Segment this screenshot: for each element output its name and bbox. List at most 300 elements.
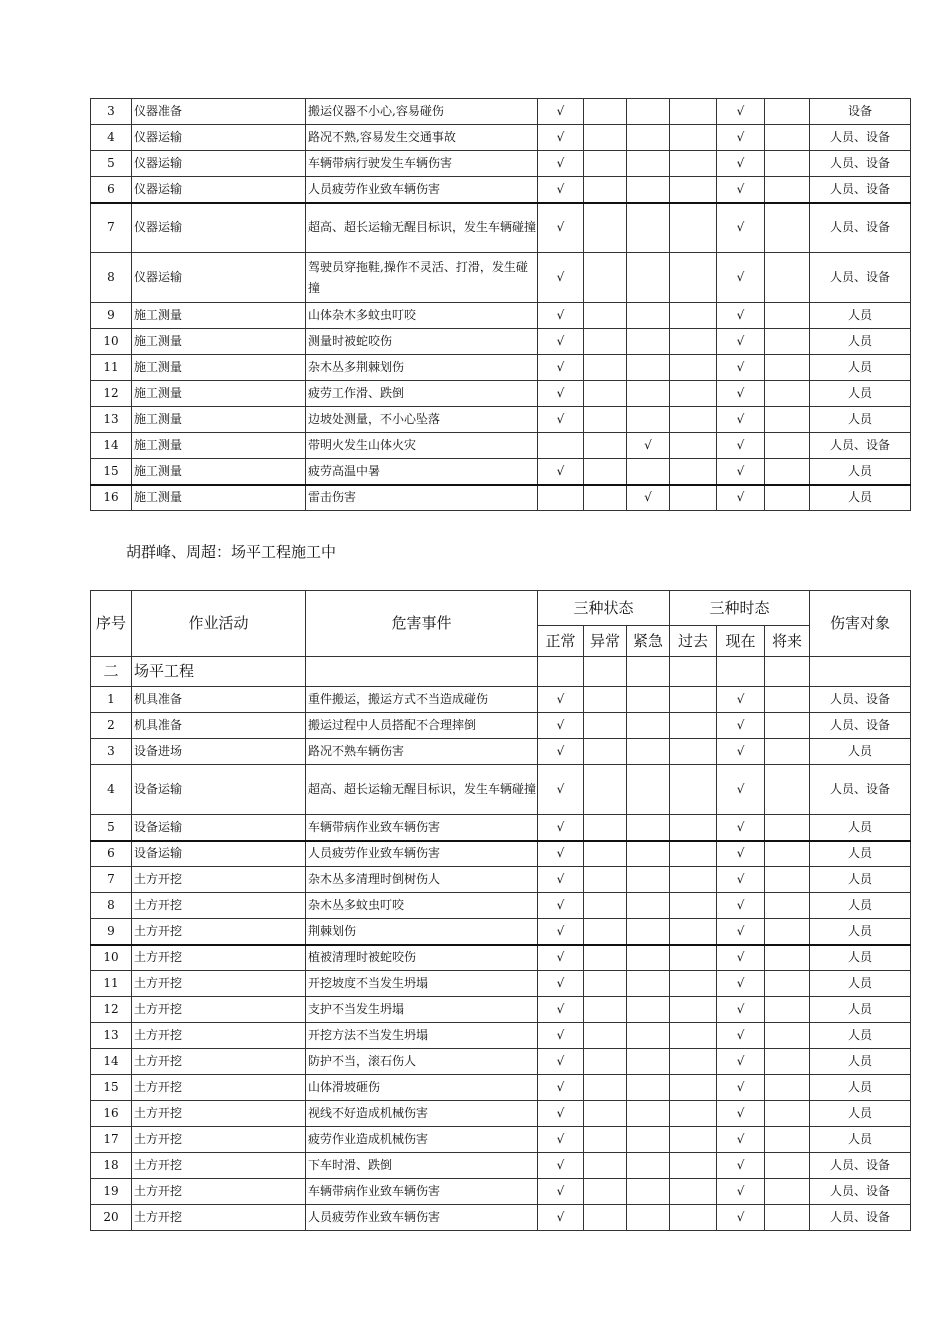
cell-present: √ xyxy=(717,1075,765,1101)
cell-hazard: 疲劳高温中暑 xyxy=(306,459,538,485)
cell-past xyxy=(670,303,717,329)
table-row xyxy=(91,841,911,867)
cell-normal: √ xyxy=(538,1023,584,1049)
cell-future xyxy=(765,945,810,971)
cell-present: √ xyxy=(717,713,765,739)
cell-past xyxy=(670,893,717,919)
cell-target: 人员、设备 xyxy=(810,1179,911,1205)
table-row xyxy=(91,1075,911,1101)
cell-present: √ xyxy=(717,1127,765,1153)
table-row xyxy=(91,919,911,945)
cell-no: 7 xyxy=(91,203,132,253)
cell-abnormal xyxy=(584,1127,627,1153)
cell-past xyxy=(670,433,717,459)
cell-future xyxy=(765,997,810,1023)
cell-no: 4 xyxy=(91,765,132,815)
cell-no: 4 xyxy=(91,125,132,151)
cell-activity: 机具准备 xyxy=(132,687,306,713)
cell-future xyxy=(765,407,810,433)
cell-hazard: 开挖坡度不当发生坍塌 xyxy=(306,971,538,997)
cell-no: 8 xyxy=(91,893,132,919)
cell-normal: √ xyxy=(538,1179,584,1205)
cell-target: 人员 xyxy=(810,303,911,329)
cell-past xyxy=(670,329,717,355)
cell-activity: 土方开挖 xyxy=(132,971,306,997)
cell-future xyxy=(765,919,810,945)
cell-past xyxy=(670,815,717,841)
cell-no: 3 xyxy=(91,739,132,765)
cell-hazard: 支护不当发生坍塌 xyxy=(306,997,538,1023)
cell-emergency xyxy=(627,177,670,203)
cell-emergency xyxy=(627,713,670,739)
cell-no: 5 xyxy=(91,815,132,841)
cell-normal: √ xyxy=(538,203,584,253)
cell-abnormal xyxy=(584,125,627,151)
cell-abnormal xyxy=(584,303,627,329)
cell-activity: 仪器运输 xyxy=(132,177,306,203)
cell-normal: √ xyxy=(538,1127,584,1153)
cell-hazard: 疲劳作业造成机械伤害 xyxy=(306,1127,538,1153)
cell-abnormal xyxy=(584,99,627,125)
cell-abnormal xyxy=(584,1179,627,1205)
cell-no: 2 xyxy=(91,713,132,739)
cell-activity: 仪器运输 xyxy=(132,203,306,253)
cell-present: √ xyxy=(717,1101,765,1127)
cell-target: 人员 xyxy=(810,355,911,381)
cell-hazard: 驾驶员穿拖鞋,操作不灵活、打滑，发生碰撞 xyxy=(306,253,538,303)
cell-normal: √ xyxy=(538,303,584,329)
cell-present: √ xyxy=(717,971,765,997)
cell-no: 12 xyxy=(91,997,132,1023)
cell-activity: 施工测量 xyxy=(132,329,306,355)
table-row xyxy=(91,303,911,329)
cell-no: 14 xyxy=(91,1049,132,1075)
cell-hazard: 路况不熟车辆伤害 xyxy=(306,739,538,765)
cell-normal: √ xyxy=(538,1101,584,1127)
cell-target: 人员、设备 xyxy=(810,203,911,253)
table-row xyxy=(91,1101,911,1127)
cell-abnormal xyxy=(584,919,627,945)
cell-target: 人员 xyxy=(810,739,911,765)
cell-activity: 机具准备 xyxy=(132,713,306,739)
header-future: 将来 xyxy=(765,626,810,657)
cell-emergency xyxy=(627,739,670,765)
cell-abnormal xyxy=(584,1049,627,1075)
cell-future xyxy=(765,203,810,253)
cell-activity: 土方开挖 xyxy=(132,1075,306,1101)
cell-activity: 土方开挖 xyxy=(132,1023,306,1049)
cell-no: 13 xyxy=(91,1023,132,1049)
table-row xyxy=(91,687,911,713)
table-row xyxy=(91,765,911,815)
cell-activity: 施工测量 xyxy=(132,407,306,433)
cell-future xyxy=(765,355,810,381)
cell-no: 6 xyxy=(91,841,132,867)
cell-present: √ xyxy=(717,687,765,713)
cell-hazard: 杂木丛多清理时倒树伤人 xyxy=(306,867,538,893)
cell-activity: 土方开挖 xyxy=(132,867,306,893)
cell-activity: 施工测量 xyxy=(132,485,306,511)
cell-present: √ xyxy=(717,355,765,381)
cell-target: 人员、设备 xyxy=(810,253,911,303)
cell-emergency xyxy=(627,997,670,1023)
cell-target: 人员 xyxy=(810,381,911,407)
cell-abnormal xyxy=(584,1023,627,1049)
cell-abnormal xyxy=(584,841,627,867)
cell-normal: √ xyxy=(538,329,584,355)
table-row xyxy=(91,945,911,971)
cell-abnormal xyxy=(584,203,627,253)
table-row xyxy=(91,1023,911,1049)
cell-hazard: 疲劳工作滑、跌倒 xyxy=(306,381,538,407)
cell-normal: √ xyxy=(538,971,584,997)
cell-past xyxy=(670,151,717,177)
cell-no: 15 xyxy=(91,459,132,485)
cell-present: √ xyxy=(717,765,765,815)
cell-emergency xyxy=(627,867,670,893)
cell-normal: √ xyxy=(538,1049,584,1075)
cell-present: √ xyxy=(717,1049,765,1075)
table-row xyxy=(91,125,911,151)
cell-past xyxy=(670,841,717,867)
cell-hazard: 植被清理时被蛇咬伤 xyxy=(306,945,538,971)
cell-hazard: 人员疲劳作业致车辆伤害 xyxy=(306,841,538,867)
cell-past xyxy=(670,485,717,511)
cell-present: √ xyxy=(717,177,765,203)
cell-normal: √ xyxy=(538,997,584,1023)
cell-future xyxy=(765,1153,810,1179)
cell-target: 人员 xyxy=(810,997,911,1023)
cell-no: 17 xyxy=(91,1127,132,1153)
cell-present: √ xyxy=(717,485,765,511)
cell-hazard: 杂木丛多蚊虫叮咬 xyxy=(306,893,538,919)
cell-activity: 施工测量 xyxy=(132,355,306,381)
cell-present: √ xyxy=(717,919,765,945)
cell-abnormal xyxy=(584,1101,627,1127)
cell-target: 人员、设备 xyxy=(810,687,911,713)
cell-abnormal xyxy=(584,739,627,765)
cell-past xyxy=(670,459,717,485)
cell-past xyxy=(670,1023,717,1049)
cell-present: √ xyxy=(717,893,765,919)
cell-activity: 土方开挖 xyxy=(132,1179,306,1205)
cell-past xyxy=(670,713,717,739)
cell-past xyxy=(670,1153,717,1179)
cell-normal: √ xyxy=(538,687,584,713)
cell-abnormal xyxy=(584,765,627,815)
section-row xyxy=(91,657,911,687)
table-row xyxy=(91,329,911,355)
cell-present: √ xyxy=(717,433,765,459)
cell-emergency xyxy=(627,971,670,997)
cell-abnormal xyxy=(584,893,627,919)
header-activity: 作业活动 xyxy=(132,591,306,657)
cell-present: √ xyxy=(717,381,765,407)
cell-present: √ xyxy=(717,841,765,867)
cell-no: 3 xyxy=(91,99,132,125)
cell-normal: √ xyxy=(538,765,584,815)
cell-activity: 土方开挖 xyxy=(132,1127,306,1153)
cell-normal: √ xyxy=(538,151,584,177)
cell-emergency xyxy=(627,1101,670,1127)
cell-no: 5 xyxy=(91,151,132,177)
cell-abnormal xyxy=(584,407,627,433)
cell-emergency xyxy=(627,945,670,971)
hazard-table-continued xyxy=(90,98,911,511)
table-row xyxy=(91,971,911,997)
cell-past xyxy=(670,971,717,997)
table-row xyxy=(91,1205,911,1231)
cell-present: √ xyxy=(717,815,765,841)
cell-target: 人员 xyxy=(810,1075,911,1101)
header-states: 三种状态 xyxy=(538,591,670,626)
cell-future xyxy=(765,867,810,893)
cell-future xyxy=(765,381,810,407)
cell-normal: √ xyxy=(538,125,584,151)
table-row xyxy=(91,253,911,303)
cell-past xyxy=(670,177,717,203)
cell-hazard: 重件搬运，搬运方式不当造成碰伤 xyxy=(306,687,538,713)
table-row xyxy=(91,433,911,459)
cell-present: √ xyxy=(717,867,765,893)
cell-normal: √ xyxy=(538,815,584,841)
cell-no: 7 xyxy=(91,867,132,893)
cell-past xyxy=(670,1127,717,1153)
cell-present: √ xyxy=(717,99,765,125)
cell-abnormal xyxy=(584,355,627,381)
cell-emergency xyxy=(627,1023,670,1049)
cell-future xyxy=(765,485,810,511)
cell-abnormal xyxy=(584,485,627,511)
cell-past xyxy=(670,1049,717,1075)
cell-emergency xyxy=(627,1075,670,1101)
cell-future xyxy=(765,151,810,177)
header-hazard: 危害事件 xyxy=(306,591,538,657)
cell-no: 1 xyxy=(91,687,132,713)
cell-emergency xyxy=(627,203,670,253)
cell-hazard: 山体滑坡砸伤 xyxy=(306,1075,538,1101)
cell-no: 13 xyxy=(91,407,132,433)
cell-activity: 设备运输 xyxy=(132,841,306,867)
table-row xyxy=(91,459,911,485)
cell-future xyxy=(765,1023,810,1049)
cell-emergency: √ xyxy=(627,485,670,511)
cell-target: 人员 xyxy=(810,329,911,355)
cell-past xyxy=(670,765,717,815)
cell-hazard: 车辆带病行驶发生车辆伤害 xyxy=(306,151,538,177)
table-row xyxy=(91,381,911,407)
cell-abnormal xyxy=(584,151,627,177)
table-row xyxy=(91,1153,911,1179)
cell-target: 人员、设备 xyxy=(810,125,911,151)
cell-activity: 仪器运输 xyxy=(132,253,306,303)
cell-past xyxy=(670,381,717,407)
cell-abnormal xyxy=(584,971,627,997)
cell-hazard: 杂木丛多荆棘划伤 xyxy=(306,355,538,381)
cell-emergency xyxy=(627,125,670,151)
cell-future xyxy=(765,713,810,739)
cell-future xyxy=(765,687,810,713)
cell-future xyxy=(765,971,810,997)
cell-target: 人员、设备 xyxy=(810,433,911,459)
cell-abnormal xyxy=(584,433,627,459)
cell-emergency: √ xyxy=(627,433,670,459)
cell-activity: 土方开挖 xyxy=(132,1153,306,1179)
hazard-table-continued-body xyxy=(91,99,911,511)
cell-hazard: 雷击伤害 xyxy=(306,485,538,511)
cell-future xyxy=(765,841,810,867)
cell-abnormal xyxy=(584,815,627,841)
table-row xyxy=(91,99,911,125)
header-tenses: 三种时态 xyxy=(670,591,810,626)
table-row xyxy=(91,407,911,433)
cell-target: 人员 xyxy=(810,485,911,511)
cell-target: 人员、设备 xyxy=(810,1205,911,1231)
cell-hazard: 测量时被蛇咬伤 xyxy=(306,329,538,355)
cell-future xyxy=(765,739,810,765)
cell-no: 11 xyxy=(91,971,132,997)
cell-present: √ xyxy=(717,459,765,485)
cell-normal: √ xyxy=(538,407,584,433)
cell-target: 人员、设备 xyxy=(810,713,911,739)
cell-hazard: 车辆带病作业致车辆伤害 xyxy=(306,1179,538,1205)
cell-present: √ xyxy=(717,1023,765,1049)
section-number: 二 xyxy=(91,657,132,687)
cell-no: 19 xyxy=(91,1179,132,1205)
cell-activity: 施工测量 xyxy=(132,433,306,459)
cell-present: √ xyxy=(717,125,765,151)
header-emergency: 紧急 xyxy=(627,626,670,657)
cell-target: 人员 xyxy=(810,919,911,945)
cell-future xyxy=(765,765,810,815)
table-row xyxy=(91,151,911,177)
header-target: 伤害对象 xyxy=(810,591,911,657)
cell-activity: 土方开挖 xyxy=(132,919,306,945)
cell-emergency xyxy=(627,99,670,125)
cell-past xyxy=(670,1205,717,1231)
cell-target: 人员、设备 xyxy=(810,765,911,815)
cell-no: 6 xyxy=(91,177,132,203)
cell-past xyxy=(670,203,717,253)
cell-abnormal xyxy=(584,381,627,407)
cell-normal: √ xyxy=(538,1075,584,1101)
cell-target: 人员 xyxy=(810,867,911,893)
cell-no: 20 xyxy=(91,1205,132,1231)
cell-no: 8 xyxy=(91,253,132,303)
cell-emergency xyxy=(627,329,670,355)
cell-normal: √ xyxy=(538,1205,584,1231)
cell-target: 人员 xyxy=(810,971,911,997)
header-past: 过去 xyxy=(670,626,717,657)
cell-abnormal xyxy=(584,1153,627,1179)
cell-no: 9 xyxy=(91,919,132,945)
cell-hazard: 边坡处测量，不小心坠落 xyxy=(306,407,538,433)
cell-past xyxy=(670,945,717,971)
cell-past xyxy=(670,407,717,433)
cell-hazard: 山体杂木多蚊虫叮咬 xyxy=(306,303,538,329)
cell-normal: √ xyxy=(538,459,584,485)
cell-no: 9 xyxy=(91,303,132,329)
table-row xyxy=(91,485,911,511)
cell-activity: 土方开挖 xyxy=(132,1205,306,1231)
cell-future xyxy=(765,303,810,329)
cell-activity: 土方开挖 xyxy=(132,945,306,971)
cell-future xyxy=(765,815,810,841)
cell-emergency xyxy=(627,1179,670,1205)
cell-present: √ xyxy=(717,253,765,303)
cell-past xyxy=(670,125,717,151)
cell-activity: 施工测量 xyxy=(132,381,306,407)
cell-hazard: 荆棘划伤 xyxy=(306,919,538,945)
cell-normal xyxy=(538,433,584,459)
cell-normal: √ xyxy=(538,739,584,765)
cell-emergency xyxy=(627,151,670,177)
cell-emergency xyxy=(627,381,670,407)
cell-no: 18 xyxy=(91,1153,132,1179)
cell-hazard: 搬运仪器不小心,容易碰伤 xyxy=(306,99,538,125)
cell-hazard: 防护不当，滚石伤人 xyxy=(306,1049,538,1075)
cell-past xyxy=(670,253,717,303)
cell-future xyxy=(765,459,810,485)
cell-emergency xyxy=(627,1153,670,1179)
cell-emergency xyxy=(627,893,670,919)
cell-target: 人员 xyxy=(810,815,911,841)
cell-normal: √ xyxy=(538,919,584,945)
cell-hazard: 车辆带病作业致车辆伤害 xyxy=(306,815,538,841)
cell-future xyxy=(765,99,810,125)
cell-abnormal xyxy=(584,687,627,713)
cell-normal: √ xyxy=(538,893,584,919)
cell-future xyxy=(765,1205,810,1231)
table-row xyxy=(91,203,911,253)
cell-normal: √ xyxy=(538,867,584,893)
cell-present: √ xyxy=(717,1205,765,1231)
cell-normal: √ xyxy=(538,841,584,867)
cell-emergency xyxy=(627,1205,670,1231)
cell-activity: 土方开挖 xyxy=(132,1101,306,1127)
table-row xyxy=(91,1127,911,1153)
cell-no: 10 xyxy=(91,329,132,355)
cell-normal: √ xyxy=(538,1153,584,1179)
cell-present: √ xyxy=(717,997,765,1023)
hazard-table-site-leveling xyxy=(90,590,911,1231)
cell-no: 11 xyxy=(91,355,132,381)
hazard-table-site-leveling-body xyxy=(91,657,911,1231)
cell-no: 16 xyxy=(91,1101,132,1127)
cell-abnormal xyxy=(584,1075,627,1101)
table-row xyxy=(91,1049,911,1075)
cell-target: 人员 xyxy=(810,841,911,867)
table-row xyxy=(91,867,911,893)
cell-hazard: 超高、超长运输无醒目标识，发生车辆碰撞 xyxy=(306,765,538,815)
cell-emergency xyxy=(627,815,670,841)
cell-emergency xyxy=(627,1049,670,1075)
cell-abnormal xyxy=(584,1205,627,1231)
cell-present: √ xyxy=(717,203,765,253)
cell-future xyxy=(765,433,810,459)
cell-past xyxy=(670,355,717,381)
cell-future xyxy=(765,1075,810,1101)
cell-present: √ xyxy=(717,1179,765,1205)
cell-abnormal xyxy=(584,997,627,1023)
cell-emergency xyxy=(627,919,670,945)
cell-target: 人员 xyxy=(810,1101,911,1127)
cell-target: 设备 xyxy=(810,99,911,125)
cell-normal: √ xyxy=(538,355,584,381)
cell-future xyxy=(765,1049,810,1075)
cell-hazard: 视线不好造成机械伤害 xyxy=(306,1101,538,1127)
cell-abnormal xyxy=(584,867,627,893)
